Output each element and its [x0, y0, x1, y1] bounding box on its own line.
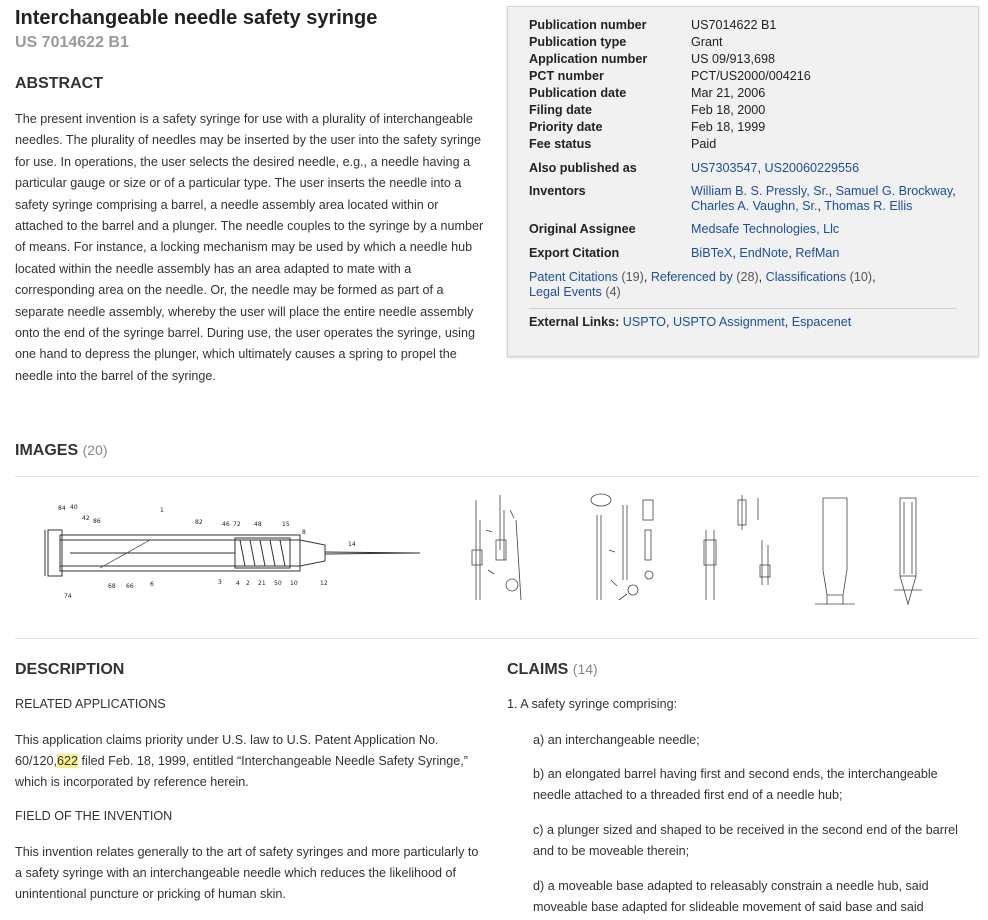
meta-key: Fee status	[529, 137, 592, 151]
metadata-rows	[529, 17, 978, 153]
related-applications-heading: RELATED APPLICATIONS	[15, 697, 166, 711]
also-published-link-2[interactable]: US20060229556	[764, 161, 860, 175]
also-published-link-1[interactable]: US7303547	[691, 161, 758, 175]
meta-row-export	[529, 245, 978, 262]
patent-drawing-thumbnail-5[interactable]	[805, 490, 865, 610]
meta-key: PCT number	[529, 69, 604, 83]
drawing-label: 66	[126, 583, 134, 590]
images-count: (20)	[82, 442, 108, 458]
related-text-part-2: filed Feb. 18, 1999, entitled “Interchangeable Needle Safety Syringe,” which is incorporated by reference herein.	[15, 754, 468, 789]
meta-value: William B. S. Pressly, Sr., Samuel G. Brockway, Charles A. Vaughn, Sr., Thomas R. Ellis	[691, 184, 956, 213]
meta-row-assignee	[529, 221, 978, 238]
meta-key: Filing date	[529, 103, 592, 117]
assignee-link[interactable]: Medsafe Technologies, Llc	[691, 222, 840, 236]
drawing-label: 82	[195, 519, 203, 526]
divider	[15, 476, 979, 477]
referenced-by-count: (28)	[736, 270, 759, 284]
patent-title: Interchangeable needle safety syringe	[15, 7, 378, 29]
drawing-label: 40	[70, 504, 78, 511]
claims-heading-label: CLAIMS	[507, 661, 569, 678]
search-highlight: 622	[57, 754, 79, 768]
espacenet-link[interactable]: Espacenet	[791, 315, 852, 329]
uspto-link[interactable]: USPTO	[622, 315, 666, 329]
field-text: This invention relates generally to the art of safety syringes and more particularly to a safety syringe with an interchangeable needle which reduces the likelihood of unintentional puncture or pricking of human skin.	[15, 845, 479, 901]
metadata-panel	[507, 6, 979, 357]
claim-item: a) an interchangeable needle;	[533, 733, 700, 747]
drawing-label: 72	[233, 521, 241, 528]
uspto-assignment-link[interactable]: USPTO Assignment	[672, 315, 785, 329]
inventor-link-3[interactable]: Charles A. Vaughn, Sr.	[691, 199, 818, 213]
legal-events-count: (4)	[605, 285, 621, 299]
claim-intro: 1. A safety syringe comprising:	[507, 697, 678, 711]
patent-number: US 7014622 B1	[15, 34, 129, 51]
drawing-label: 1	[160, 507, 164, 514]
meta-key: Publication type	[529, 35, 627, 49]
patent-citations-count: (19)	[621, 270, 644, 284]
meta-row-also-published	[529, 160, 978, 177]
inventor-link-2[interactable]: Samuel G. Brockway	[835, 184, 953, 198]
legal-events-link[interactable]: Legal Events	[529, 285, 602, 299]
drawing-label: 2	[246, 580, 250, 587]
drawing-label: 46	[222, 521, 230, 528]
meta-value: Feb 18, 2000	[691, 103, 766, 117]
export-refman-link[interactable]: RefMan	[795, 246, 840, 260]
meta-row-fee-status	[529, 136, 978, 153]
drawing-label: 42	[82, 515, 90, 522]
patent-drawing-thumbnail-6[interactable]	[882, 490, 942, 610]
meta-value: US7014622 B1	[691, 18, 777, 32]
patent-drawing-thumbnail-2[interactable]	[466, 490, 538, 610]
patent-drawing-thumbnail-4[interactable]	[698, 490, 780, 610]
drawing-label: 74	[64, 593, 72, 600]
drawing-label: 12	[320, 580, 328, 587]
drawing-label: 50	[274, 580, 282, 587]
meta-key: Also published as	[529, 161, 637, 175]
classifications-link[interactable]: Classifications	[765, 270, 847, 284]
section-links: Patent Citations (19), Referenced by (28), Classifications (10), Legal Events (4)	[529, 270, 876, 299]
meta-value: Mar 21, 2006	[691, 86, 766, 100]
meta-value: Feb 18, 1999	[691, 120, 766, 134]
meta-key: Application number	[529, 52, 648, 66]
referenced-by-link[interactable]: Referenced by	[650, 270, 733, 284]
claim-item: c) a plunger sized and shaped to be received in the second end of the barrel and to be moveable therein;	[533, 823, 958, 858]
drawing-label: 86	[93, 518, 101, 525]
meta-row-priority-date	[529, 119, 978, 136]
meta-value: BiBTeX, EndNote, RefMan	[691, 246, 840, 260]
claim-item: d) a moveable base adapted to releasably constrain a needle hub, said moveable base adapted for slideable movement of said base and said	[533, 879, 929, 914]
drawing-label: 8	[302, 529, 306, 536]
meta-row-filing-date	[529, 102, 978, 119]
meta-value: PCT/US2000/004216	[691, 69, 811, 83]
images-heading	[15, 442, 107, 460]
drawing-label: 6	[150, 581, 154, 588]
abstract-heading: ABSTRACT	[15, 75, 103, 92]
meta-value: Grant	[691, 35, 723, 49]
drawing-label: 14	[348, 541, 356, 548]
meta-row-inventors	[529, 184, 978, 214]
external-links: External Links: USPTO, USPTO Assignment, Espacenet	[529, 315, 852, 329]
meta-key: Publication date	[529, 86, 627, 100]
meta-value: US7303547, US20060229556	[691, 161, 860, 175]
related-applications-text	[15, 730, 485, 793]
patent-drawing-thumbnail-3[interactable]	[583, 490, 665, 610]
meta-key: Original Assignee	[529, 222, 636, 236]
export-endnote-link[interactable]: EndNote	[739, 246, 789, 260]
drawing-label: 84	[58, 505, 66, 512]
drawing-label: 15	[282, 521, 290, 528]
meta-row-pct-number	[529, 68, 978, 85]
drawing-label: 48	[254, 521, 262, 528]
meta-key: Inventors	[529, 184, 586, 198]
inventor-link-4[interactable]: Thomas R. Ellis	[824, 199, 913, 213]
description-heading: DESCRIPTION	[15, 661, 125, 678]
meta-row-publication-date	[529, 85, 978, 102]
claims-count: (14)	[572, 661, 598, 677]
claims-heading	[507, 661, 598, 679]
inventor-link-1[interactable]: William B. S. Pressly, Sr.	[691, 184, 829, 198]
meta-key: Export Citation	[529, 246, 620, 260]
drawing-label: 4	[236, 580, 240, 587]
drawing-label: 21	[258, 580, 266, 587]
export-bibtex-link[interactable]: BiBTeX	[691, 246, 733, 260]
meta-row-publication-number	[529, 17, 978, 34]
meta-key: Publication number	[529, 18, 647, 32]
classifications-count: (10)	[849, 270, 873, 284]
meta-value	[691, 221, 956, 238]
meta-key: Priority date	[529, 120, 603, 134]
meta-row-application-number	[529, 51, 978, 68]
patent-drawing-syringe[interactable]	[40, 490, 430, 610]
divider	[15, 638, 979, 639]
drawing-label: 10	[290, 580, 298, 587]
external-links-label: External Links:	[529, 315, 620, 329]
drawing-label: 68	[108, 583, 116, 590]
images-heading-label: IMAGES	[15, 442, 79, 459]
meta-divider	[529, 308, 957, 309]
field-heading: FIELD OF THE INVENTION	[15, 809, 173, 823]
meta-value: US 09/913,698	[691, 52, 776, 66]
patent-citations-link[interactable]: Patent Citations	[529, 270, 618, 284]
meta-row-publication-type	[529, 34, 978, 51]
meta-value: Paid	[691, 137, 717, 151]
abstract-text: The present invention is a safety syringe for use with a plurality of interchangeable needles. The plurality of needles may be inserted by the user into the safety syringe for use. In operations, the user selects the desired needle, e.g., a needle having a particular gauge or size or of a particular type. The user inserts the needle into a safety syringe comprising a barrel, a needle assembly area located within or attached to the barrel and a plunger. The needle couples to the syringe by a number of means. For instance, a locking mechanism may be used by which a needle hub located within the needle assembly has an area adapted to mate with a corresponding area on the needle. Or, the needle may be formed as part of a separate needle assembly, whereby the user will place the entire needle assembly onto the end of the syringe barrel. During use, the user operates the syringe, using one hand to depress the plunger, which ultimately causes a spring to propel the needle into the barrel of the syringe.	[15, 112, 484, 383]
drawing-label: 3	[218, 579, 222, 586]
related-text-part-1: This application claims priority under U.S. law to U.S. Patent Application No. 60/120,	[15, 733, 439, 768]
claim-item: b) an elongated barrel having first and second ends, the interchangeable needle attached to a threaded first end of a needle hub;	[533, 767, 938, 802]
